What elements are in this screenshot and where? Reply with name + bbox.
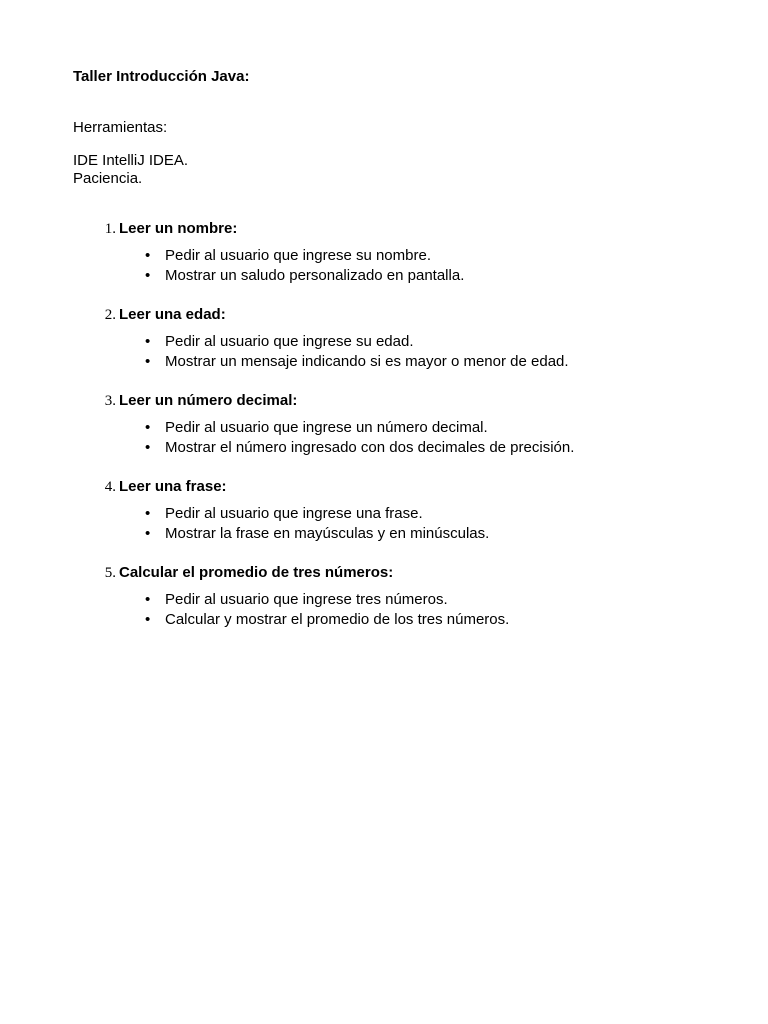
- bullet-item: [0, 247, 768, 267]
- bullet-icon: •: [145, 247, 151, 264]
- bullet-item: [0, 333, 768, 353]
- task-item: [0, 564, 768, 650]
- bullet-text: Calcular y mostrar el promedio de los tres números.: [165, 610, 510, 628]
- bullet-icon: •: [145, 524, 151, 542]
- bullet-item: [0, 267, 768, 287]
- bullet-text: Pedir al usuario que ingrese su nombre.: [165, 247, 431, 264]
- bullet-icon: •: [145, 419, 151, 436]
- bullet-icon: •: [145, 591, 151, 608]
- bullet-item: [0, 505, 768, 525]
- bullet-icon: •: [145, 266, 151, 284]
- task-item: [0, 306, 768, 392]
- bullet-text: Mostrar un mensaje indicando si es mayor o menor de edad.: [165, 352, 569, 370]
- bullet-text: Pedir al usuario que ingrese una frase.: [165, 505, 423, 522]
- bullet-text: Pedir al usuario que ingrese tres números.: [165, 591, 448, 608]
- task-item: [0, 392, 768, 478]
- task-item: [0, 220, 768, 306]
- document-title: Taller Introducción Java:: [73, 68, 250, 85]
- bullet-text: Mostrar el número ingresado con dos decimales de precisión.: [165, 438, 575, 456]
- bullet-item: [0, 525, 768, 545]
- task-number: 1.: [104, 221, 116, 237]
- bullet-item: [0, 353, 768, 373]
- bullet-icon: •: [145, 333, 151, 350]
- task-list: [0, 220, 768, 650]
- tool-item: Paciencia.: [73, 170, 143, 187]
- bullet-text: Mostrar la frase en mayúsculas y en minúsculas.: [165, 524, 490, 542]
- task-bullets: [0, 505, 768, 544]
- task-title: Leer una edad:: [119, 306, 226, 323]
- task-number: 5.: [104, 565, 116, 581]
- bullet-icon: •: [145, 438, 151, 456]
- task-title: Leer una frase:: [119, 478, 227, 495]
- task-title: Calcular el promedio de tres números:: [119, 564, 394, 581]
- task-bullets: [0, 419, 768, 458]
- bullet-text: Pedir al usuario que ingrese su edad.: [165, 333, 414, 350]
- tool-item: IDE IntelliJ IDEA.: [73, 152, 189, 169]
- bullet-text: Pedir al usuario que ingrese un número decimal.: [165, 419, 488, 436]
- task-bullets: [0, 591, 768, 630]
- bullet-icon: •: [145, 352, 151, 370]
- task-number: 2.: [104, 307, 116, 323]
- task-title: Leer un número decimal:: [119, 392, 298, 409]
- bullet-item: [0, 611, 768, 631]
- task-item: [0, 478, 768, 564]
- task-number: 4.: [104, 479, 116, 495]
- task-bullets: [0, 333, 768, 372]
- bullet-icon: •: [145, 505, 151, 522]
- bullet-item: [0, 439, 768, 459]
- task-title: Leer un nombre:: [119, 220, 238, 237]
- bullet-item: [0, 591, 768, 611]
- task-bullets: [0, 247, 768, 286]
- bullet-item: [0, 419, 768, 439]
- bullet-text: Mostrar un saludo personalizado en pantalla.: [165, 266, 465, 284]
- task-number: 3.: [104, 393, 116, 409]
- tools-heading: Herramientas:: [73, 119, 168, 136]
- bullet-icon: •: [145, 610, 151, 628]
- tools-list: [73, 152, 188, 188]
